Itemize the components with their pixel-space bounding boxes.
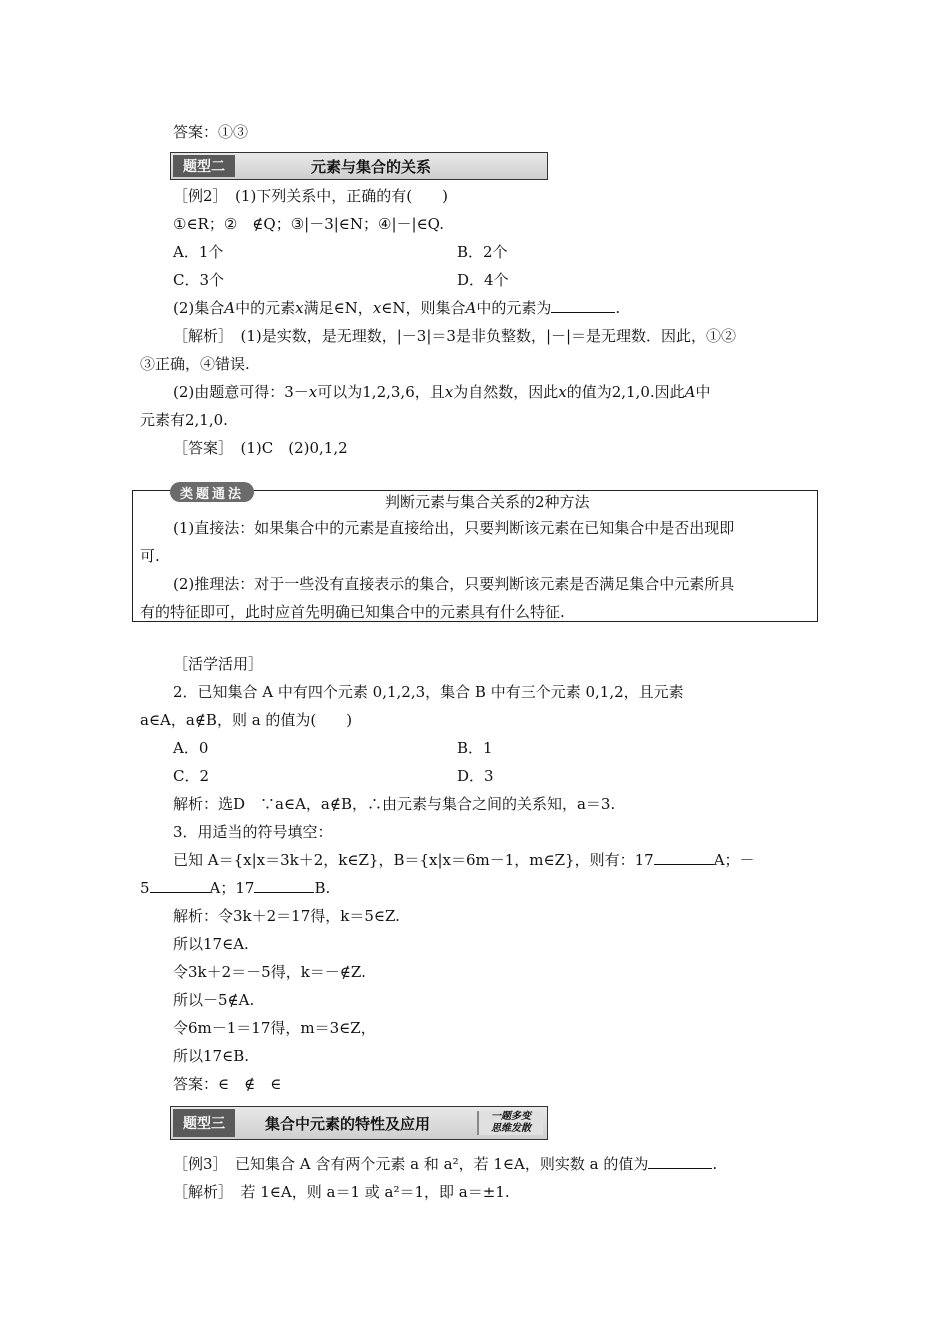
practice-option-a: A．0 bbox=[173, 739, 209, 757]
practice-head: ［活学活用］ bbox=[173, 655, 264, 673]
option-d: D．4个 bbox=[457, 271, 509, 289]
option-a: A．1个 bbox=[173, 243, 224, 261]
method-title: 判断元素与集合关系的2种方法 bbox=[385, 493, 590, 511]
section-tag: 题型二 bbox=[173, 155, 235, 177]
method-p1a: (1)直接法：如果集合中的元素是直接给出，只要判断该元素在已知集合中是否出现即 bbox=[173, 519, 735, 537]
section-title: 元素与集合的关系 bbox=[311, 157, 432, 176]
solution-line-3: (2)由题意可得：3－x可以为1,2,3,6，且x为自然数，因此x的值为2,1,0.因此A中 bbox=[173, 383, 711, 401]
practice-q3a: 已知 A＝{x|x＝3k＋2，k∈Z}，B＝{x|x＝6m－1，m∈Z}，则有：17 A；－ bbox=[173, 851, 755, 869]
solution-line-4: 元素有2,1,0. bbox=[140, 411, 228, 429]
example2-items: ①∈R；② ∉Q；③|－3|∈N；④|－|∈Q. bbox=[173, 215, 444, 233]
practice-option-c: C．2 bbox=[173, 767, 210, 785]
example2-q2: (2)集合A中的元素x满足∈N，x∈N，则集合A中的元素为 . bbox=[173, 299, 621, 317]
practice-s5: 令6m－1＝17得，m＝3∈Z， bbox=[173, 1019, 376, 1037]
practice-s6: 所以17∈B. bbox=[173, 1047, 249, 1065]
method-pill: 类题通法 bbox=[170, 482, 254, 502]
section-title: 集合中元素的特性及应用 bbox=[265, 1114, 431, 1133]
solution-line-2: ③正确，④错误. bbox=[140, 355, 250, 373]
method-p2b: 有的特征即可，此时应首先明确已知集合中的元素具有什么特征. bbox=[140, 603, 565, 621]
practice-option-d: D．3 bbox=[457, 767, 494, 785]
example3-solution: ［解析］ 若 1∈A，则 a＝1 或 a²＝1，即 a＝±1. bbox=[173, 1183, 510, 1201]
solution-line-1: ［解析］ (1)是实数，是无理数，|－3|＝3是非负整数，|－|＝是无理数．因此，①② bbox=[173, 327, 737, 345]
section-banner-type3 bbox=[170, 1106, 548, 1140]
section-tag: 题型三 bbox=[173, 1109, 235, 1137]
practice-solution: 解析：选D ∵a∈A，a∉B，∴由元素与集合之间的关系知，a＝3. bbox=[173, 795, 616, 813]
option-c: C．3个 bbox=[173, 271, 225, 289]
practice-q3: 3．用适当的符号填空： bbox=[173, 823, 333, 841]
example2-head: ［例2］ (1)下列关系中，正确的有( ) bbox=[173, 187, 448, 205]
practice-option-b: B．1 bbox=[457, 739, 493, 757]
practice-s3: 令3k＋2＝－5得，k＝－∉Z. bbox=[173, 963, 366, 981]
example3-question: ［例3］ 已知集合 A 含有两个元素 a 和 a²，若 1∈A，则实数 a 的值为 . bbox=[173, 1155, 718, 1173]
practice-s2: 所以17∈A. bbox=[173, 935, 249, 953]
option-b: B．2个 bbox=[457, 243, 508, 261]
method-p2a: (2)推理法：对于一些没有直接表示的集合，只要判断该元素是否满足集合中元素所具 bbox=[173, 575, 735, 593]
practice-q3b: 5 A；17 B. bbox=[140, 879, 331, 897]
example2-answer: ［答案］ (1)C (2)0,1,2 bbox=[173, 439, 348, 457]
practice-q2b: a∈A，a∉B，则 a 的值为( ) bbox=[140, 711, 353, 729]
answer-line: 答案：①③ bbox=[173, 123, 249, 141]
practice-s1: 解析：令3k＋2＝17得，k＝5∈Z. bbox=[173, 907, 400, 925]
practice-answer: 答案：∈ ∉ ∈ bbox=[173, 1075, 282, 1093]
section-side-tag: 一题多变 思维发散 bbox=[477, 1111, 543, 1135]
method-p1b: 可. bbox=[140, 547, 160, 565]
section-banner-type2 bbox=[170, 152, 548, 180]
practice-s4: 所以－5∉A. bbox=[173, 991, 255, 1009]
practice-q2a: 2．已知集合 A 中有四个元素 0,1,2,3，集合 B 中有三个元素 0,1,2，且元素 bbox=[173, 683, 684, 701]
